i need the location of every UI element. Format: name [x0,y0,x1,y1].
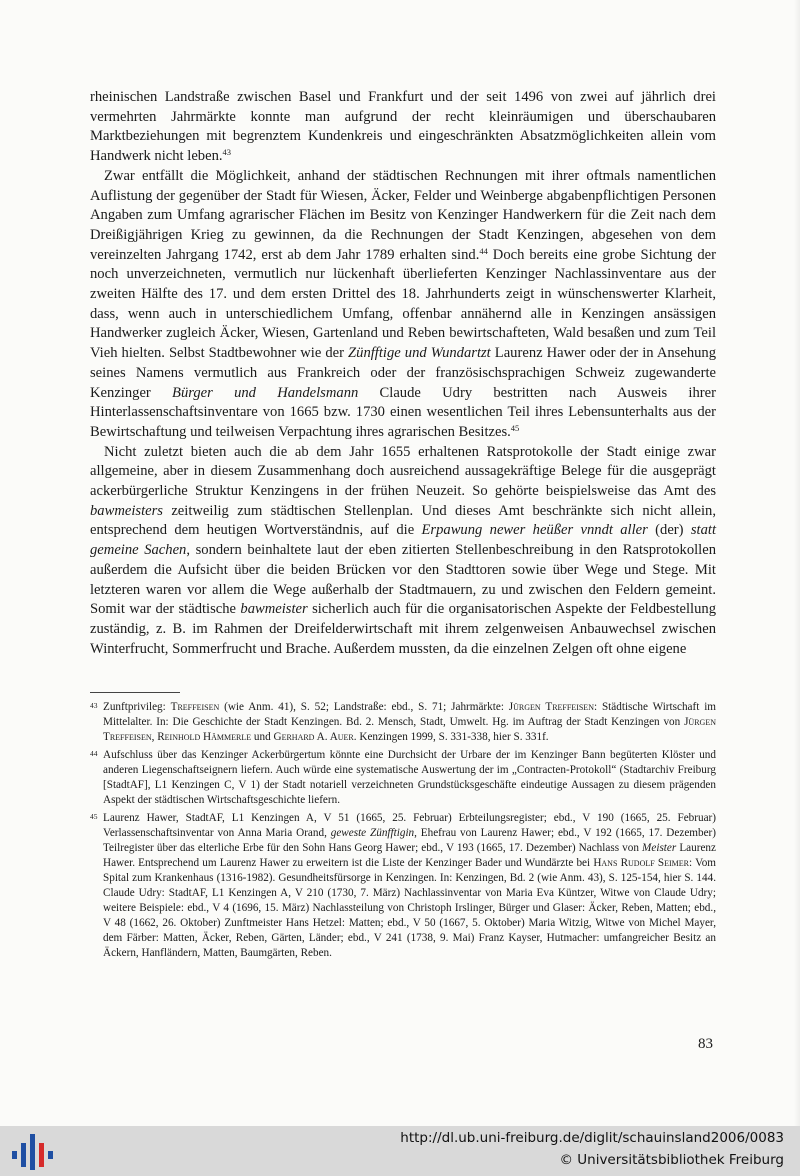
footnote-text: Zunftprivileg: [103,701,171,713]
footer-url-link[interactable]: http://dl.ub.uni-freiburg.de/diglit/schauinsland2006/0083 [400,1130,784,1146]
footnote-text: : Vom Spital zum Krankenhaus (1316-1982). Gesundheitsfürsorge in Kenzingen. In: Kenzingen, Bd. 2 (wie Anm. 43), S. 125-154, hier S. 144. Claude Udry: StadtAF, L1 Kenzingen A, V 210 (1730, 7. März) Nachlassinventar von Maria Eva Küntzer, Witwe von Claude Udry; weitere Beispiele: ebd., V 4 (1696, 15. März) Nachlassteilung von Christoph Irslinger, Bürger und Glaser: Äcker, Reben, Matten; ebd., V 48 (1662, 26. Oktober) Zunftmeister Hans Hetzel: Matten; ebd., V 50 (1667, 5. Oktober) Maria Witzig, Witwe von Michel Mayer, dem Färber: Matten, Äcker, Reben, Gärten, Länder; ebd., V 241 (1738, 9. Mai) Franz Kayser, Hutmacher: umfangreicher Besitz an Äckern, Hanfländern, Matten, Baumgärten, Reben. [103,857,717,959]
paragraph-3 [90,443,716,660]
author-name: Hans Rudolf Seimer [593,857,689,869]
footnote-text: und [251,731,274,743]
paragraph-text: Claude Udry bestritten nach Ausweis ihrer Hinterlassenschaftsinventare von 1665 bzw. 1730 einen wesentlichen Teil ihres Lebensunterhalts aus der Bewirtschaftung und teilweisen Verpachtung ihres agrarischen Besitzes. [90,384,716,440]
paragraph-text: rheinischen Landstraße zwischen Basel und Frankfurt und der seit 1496 von zwei auf jährlich drei vermehrten Jahrmärkte konnte man aufgrund der recht kleinräumigen und überschaubaren Marktbeziehungen mit begrenztem Kundenkreis und eingeschränkten Absatzmöglichkeiten allein vom Handwerk nicht leben. [90,89,716,165]
footnote-text: (wie Anm. 41), S. 52; Landstraße: ebd., S. 71; Jahrmärkte: [219,701,509,713]
italic-quote: statt gemeine Sachen [90,522,716,559]
footer-copyright: © Universitätsbibliothek Freiburg [559,1152,784,1168]
author-name: Jürgen Treffeisen, Reinhold Hämmerle [103,716,716,743]
italic-quote: Erpawung newer heüßer vnndt aller [421,522,648,539]
footnote-text: Laurenz Hawer, StadtAF, L1 Kenzingen A, V 51 (1665, 25. Februar) Erbteilungsregister; ebd., V 190 (1665, 25. Februar) Verlassenschaftsinventar von Anna Maria Orand, [103,812,716,839]
ub-freiburg-logo-icon[interactable] [10,1130,54,1172]
paragraph-text: Doch bereits eine grobe Sichtung der noch unverzeichneten, vermutlich nur lückenhaft überlieferten Kenzinger Nachlassinventare aus der zweiten Hälfte des 17. und dem ersten Drittel des 18. Jahrhunderts zeigt in wünschenswerter Klarheit, dass, wenn auch in unterschiedlichem Umfang, offenbar annähernd alle in Kenzingen ansässigen Handwerker zugleich Äcker, Wiesen, Gartenland und Reben bewirtschafteten, Wald besaßen und zum Teil Vieh hielten. Selbst Stadtbewohner wie der [90,246,716,362]
footnote-text: . Kenzingen 1999, S. 331-338, hier S. 331f. [353,731,549,743]
footnote-ref-43[interactable]: 43 [222,147,232,158]
main-text [90,88,716,659]
paragraph-1 [90,88,716,167]
footnote-45 [90,811,716,961]
footnote-number: 43 [90,701,98,710]
logo-bar [48,1151,53,1159]
page-number: 83 [698,1036,713,1052]
footnote-text: Aufschluss über das Kenzinger Ackerbürgertum könnte eine Durchsicht der Urbare der im Kenzinger Bann begüterten Klöster und anderen Liegenschaftseignern liefern. Auch würde eine systematische Auswertung der im „Contracten-Protokoll“ (Stadtarchiv Freiburg [StadtAF], L1 Kenzingen C, V 1) der Stadt notariell verzeichneten Grundstücksgeschäfte eindeutige Aussagen zu diesem prägenden Aspekt der städtischen Wirtschaftsgeschichte liefern. [103,749,716,806]
footnote-ref-44[interactable]: 44 [479,245,488,256]
paragraph-text: (der) [647,522,691,539]
footer-bar [0,1126,800,1176]
footnote-44 [90,748,716,808]
author-name: Treffeisen [170,701,220,713]
paragraph-text: Laurenz Hawer oder der in Ansehung seines Namens vermutlich aus Frankreich oder der französischsprachigen Schweiz zugewanderte Kenzinger [90,345,717,401]
footnotes [90,700,716,964]
paragraph-text: sicherlich auch für die organisatorischen Aspekte der Feldbestellung zuständig, z. B. im Rahmen der Dreifelderwirtschaft mit ihrem zelgenweisen Anbauwechsel zwischen Winterfrucht, Sommerfrucht und Brache. Außerdem mussten, da die einzelnen Zelgen oft ohne eigene [90,601,717,657]
author-name: Gerhard A. Auer [273,731,354,743]
footnote-text: Laurenz Hawer. Entsprechend um Laurenz Hawer zu erweitern ist die Liste der Kenzinger Bader und Wundärzte bei [103,842,716,869]
paragraph-text: Zwar entfällt die Möglichkeit, anhand der städtischen Rechnungen mit ihrer oftmals namentlichen Auflistung der gegenüber der Stadt für Wiesen, Äcker, Felder und Weinberge abgabenpflichtigen Personen Angaben zum Umfang agrarischer Flächen im Besitz von Kenzinger Handwerkern für die Zeit nach dem Dreißigjährigen Krieg zu gewinnen, da die Rechnungen der Stadt Kenzingen, abgesehen von dem vereinzelten Jahrgang 1742, erst ab dem Jahr 1789 erhalten sind. [90,167,716,263]
italic-quote: bawmeister [240,601,308,618]
italic-quote: geweste Zünfftigin [330,827,415,839]
logo-bar [12,1151,17,1159]
paragraph-2 [90,167,716,443]
logo-bar [21,1143,26,1167]
footnote-number: 45 [90,812,98,821]
italic-quote: Bürger und Handelsmann [172,384,359,401]
footnote-43 [90,700,716,745]
italic-quote: Meister [642,842,677,854]
author-name: Jürgen Treffeisen [508,701,594,713]
logo-bar [39,1143,44,1167]
page-edge-shadow [794,0,800,1126]
paragraph-text: , sondern beinhaltete laut der eben zitierten Stellenbeschreibung in den Ratsprotokollen außerdem die Aufsicht über die beiden Brücken vor den Stadttoren sowie über Wege und Stege. Mit letzteren waren vor allem die Wege außerhalb der Stadtmauern, zu und zwischen den Feldern gemeint. Somit war der städtische [90,542,716,618]
paragraph-text: zeitweilig zum städtischen Stellenplan. Und dieses Amt beschränkte sich nicht allein, entsprechend dem heutigen Wortverständnis, auf die [90,502,716,539]
logo-bar [30,1134,35,1170]
italic-quote: bawmeisters [90,502,163,519]
paragraph-text: Nicht zuletzt bieten auch die ab dem Jahr 1655 erhaltenen Ratsprotokolle der Stadt einige zwar allgemeine, aber in diesem Zusammenhang doch ausreichend aussagekräftige Belege für die ausgeprägt ackerbürgerliche Struktur Kenzingens in der frühen Neuzeit. So gehörte beispielsweise das Amt des [90,443,716,500]
footnote-ref-45[interactable]: 45 [510,422,520,433]
footnote-separator [90,692,180,693]
italic-quote: Zünfftige und Wundartzt [348,345,491,362]
footnote-text: , Ehefrau von Laurenz Hawer; ebd., V 192 (1665, 17. Dezember) Teilregister über das elterliche Erbe für den Sohn Hans Georg Hawer; ebd., V 193 (1665, 17. Dezember) Nachlass von [103,827,716,854]
footnote-text: : Städtische Wirtschaft im Mittelalter. In: Die Geschichte der Stadt Kenzingen. Bd. 2. Mensch, Stadt, Umwelt. Hg. im Auftrag der Stadt Kenzingen von [103,701,717,728]
footnote-number: 44 [90,749,98,758]
